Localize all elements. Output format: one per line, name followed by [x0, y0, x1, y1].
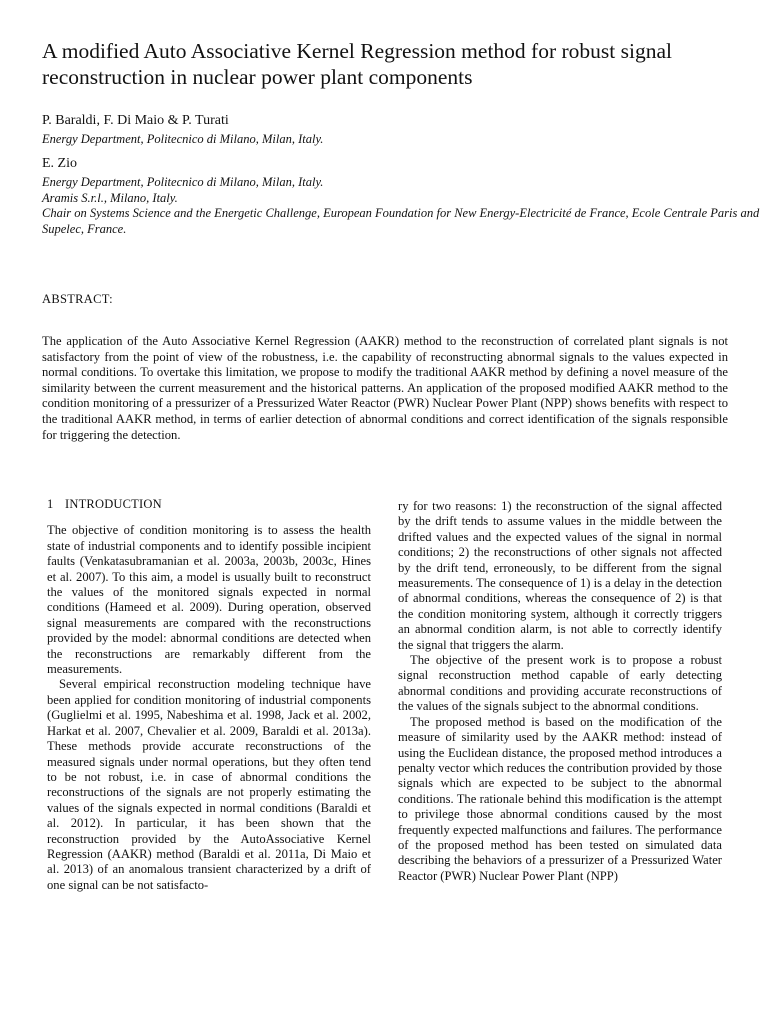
left-column [47, 497, 371, 893]
body-paragraph: The objective of condition monitoring is to assess the health state of industrial components and to identify possible incipient faults (Venkatasubramanian et al. 2003a, 2003b, 2003c, Hines et al. 2007). To this aim, a model is usually built to reconstruct the values of the monitored signals expected in normal conditions (Hameed et al. 2009). During operation, observed signal measurements are compared with the reconstructions provided by the model: abnormal conditions are detected when the reconstructions are remarkably different from the measurements. [47, 523, 371, 677]
abstract-body: The application of the Auto Associative Kernel Regression (AAKR) method to the reconstruction of correlated plant signals is not satisfactory from the point of view of the robustness, i.e. the capability of reconstructing abnormal signals to the values expected in normal conditions. To overtake this limitation, we propose to modify the traditional AAKR method by defining a novel measure of the similarity between the current measurement and the historical patterns. An application of the proposed modified AAKR method to the condition monitoring of a pressurizer of a Pressurized Water Reactor (PWR) Nuclear Power Plant (NPP) shows benefits with respect to the traditional AAKR method, in terms of earlier detection of abnormal conditions and correct identification of the signals responsible for triggering the detection. [42, 334, 728, 442]
affiliation-line: Energy Department, Politecnico di Milano, Milan, Italy. [42, 175, 324, 189]
paper-title: A modified Auto Associative Kernel Regression method for robust signal reconstruction in nuclear power plant components [42, 39, 672, 89]
body-paragraph: ry for two reasons: 1) the reconstruction of the signal affected by the drift tends to assume values in the middle between the drifted values and the expected values of the signal in normal conditions; 2) the reconstructions of other signals not affected by the drift tend, erroneously, to be different from the signal measurements. The consequence of 1) is a delay in the detection of abnormal conditions, whereas the consequence of 2) is that the condition monitoring system, although it correctly triggers an abnormal condition alarm, is not able to correctly identify the signal that triggers the alarm. [398, 499, 722, 652]
affiliation-line: Aramis S.r.l., Milano, Italy. [42, 190, 178, 205]
author-affiliation-1: Energy Department, Politecnico di Milano, Milan, Italy. [42, 132, 324, 146]
section-number: 1 [47, 497, 54, 511]
author-affiliations-2 [42, 175, 762, 237]
section-heading [47, 497, 371, 512]
body-paragraph: Several empirical reconstruction modeling technique have been applied for condition monitoring of industrial components (Guglielmi et al. 1995, Nabeshima et al. 1998, Jack et al. 2002, Harkat et al. 2007, Chevalier et al. 2009, Baraldi et al. 2013a). These methods provide accurate reconstructions of the measured signals under normal operations, but they often tend to be not robust, i.e. in case of abnormal conditions the reconstructions of the signals are not properly estimating the values of the signals expected in normal conditions (Baraldi et al. 2012). In particular, it has been shown that the reconstruction provided by the AutoAssociative Kernel Regression (AAKR) method (Baraldi et al. 2011a, Di Maio et al. 2013) of an anomalous transient characterized by a drift of one signal can be not satisfacto- [47, 677, 371, 892]
affiliation-line: Chair on Systems Science and the Energetic Challenge, European Foundation for New Energy-Electricité de France, Ecole Centrale Paris and Supelec, France. [42, 206, 760, 236]
author-list-1: P. Baraldi, F. Di Maio & P. Turati [42, 113, 229, 128]
author-list-2: E. Zio [42, 156, 77, 171]
body-paragraph: The objective of the present work is to propose a robust signal reconstruction method capable of early detecting abnormal conditions and providing accurate reconstructions of the values of the signals subject to the abnormal conditions. [398, 653, 722, 714]
abstract-heading: ABSTRACT: [42, 292, 113, 306]
section-title: INTRODUCTION [65, 497, 162, 511]
right-column [398, 499, 722, 884]
body-paragraph: The proposed method is based on the modification of the measure of similarity used by the AAKR method: instead of using the Euclidean distance, the proposed method introduces a penalty vector which reduces the contribution provided by those signals which are expected to be subject to the abnormal conditions. The rationale behind this modification is the attempt to privilege those abnormal conditions caused by the most frequently expected malfunctions and failures. The performance of the proposed method has been tested on simulated data describing the behaviors of a pressurizer of a Pressurized Water Reactor (PWR) Nuclear Power Plant (NPP) [398, 714, 722, 883]
